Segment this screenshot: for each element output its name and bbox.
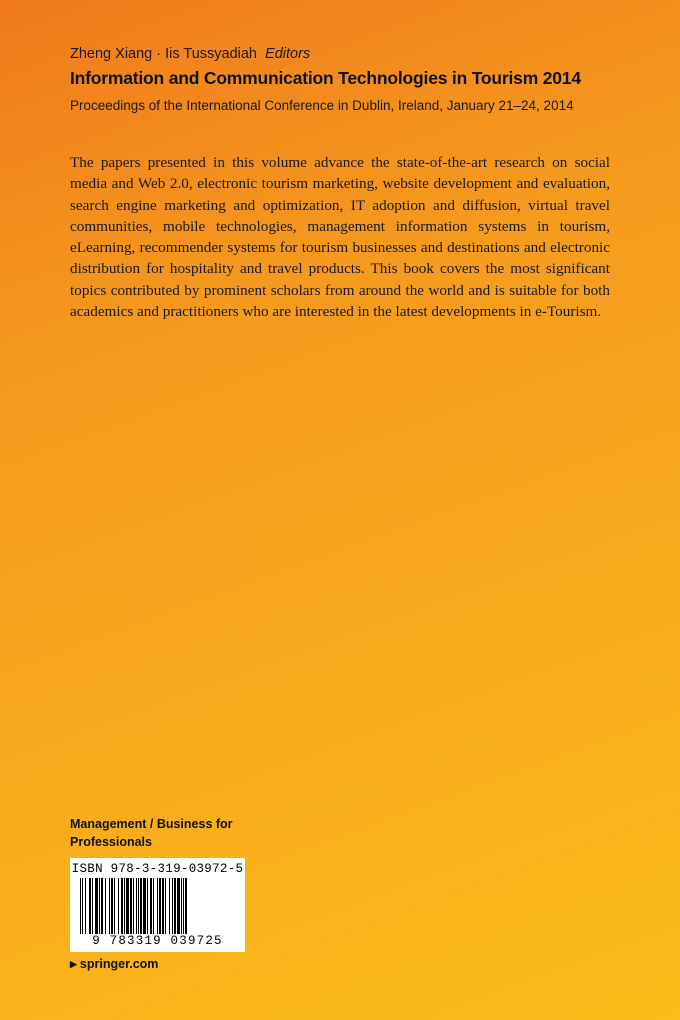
isbn-label: ISBN 978-3-319-03972-5 (71, 862, 244, 876)
barcode-bar (136, 878, 137, 934)
barcode-bar (159, 878, 161, 934)
barcode-bar (150, 878, 152, 934)
barcode-bar (105, 878, 106, 934)
barcode-bar (109, 878, 110, 934)
barcode-bar (126, 878, 129, 934)
barcode-bar (172, 878, 173, 934)
barcode-bar (153, 878, 154, 934)
barcode-bar (181, 878, 182, 934)
barcode-bar (165, 878, 166, 934)
barcode-bar (174, 878, 176, 934)
barcode-bar (89, 878, 91, 934)
barcode-digits: 9 783319 039725 (92, 934, 223, 948)
barcode-bar (95, 878, 98, 934)
barcode-bar (140, 878, 142, 934)
barcode-panel (70, 858, 245, 952)
barcode-bar (92, 878, 93, 934)
barcode-bar (118, 878, 119, 934)
barcode-bar (177, 878, 180, 934)
book-title: Information and Communication Technologies in Tourism 2014 (70, 68, 581, 88)
barcode-bar (82, 878, 83, 934)
barcode-bar (133, 878, 134, 934)
arrow-right-icon: ▶ (70, 959, 77, 969)
editors-line (70, 46, 310, 62)
barcode-bar (85, 878, 86, 934)
book-description: The papers presented in this volume advance the state-of-the-art research on social media and Web 2.0, electronic tourism marketing, website development and evaluation, search engine marketing and optimization, IT adoption and diffusion, virtual travel communities, mobile technologies, management information systems in tourism, eLearning, recommender systems for tourism businesses and destinations and electronic distribution for hospitality and travel products. This book covers the most significant topics contributed by prominent scholars from around the world and is suitable for both academics and practitioners who are interested in the latest developments in e-Tourism. (70, 154, 610, 321)
barcode-icon (78, 878, 237, 934)
barcode-bar (157, 878, 158, 934)
barcode-bar (183, 878, 184, 934)
barcode-bar (111, 878, 113, 934)
barcode-bar (143, 878, 146, 934)
book-subtitle: Proceedings of the International Conference in Dublin, Ireland, January 21–24, 2014 (70, 98, 574, 113)
barcode-bar (185, 878, 187, 934)
barcode-bar (169, 878, 170, 934)
website-label: springer.com (79, 957, 159, 971)
barcode-bar (147, 878, 148, 934)
barcode-bar (130, 878, 132, 934)
barcode-bar (162, 878, 164, 934)
barcode-bar (124, 878, 125, 934)
editor-names: Zheng Xiang · Iis Tussyadiah (70, 46, 257, 62)
barcode-bar (80, 878, 81, 934)
barcode-bar (101, 878, 103, 934)
barcode-bar (138, 878, 139, 934)
editors-role: Editors (265, 46, 311, 62)
barcode-bar (121, 878, 123, 934)
subject-category: Management / Business for Professionals (70, 817, 233, 849)
publisher-website[interactable] (70, 957, 158, 971)
barcode-bar (99, 878, 100, 934)
barcode-bar (114, 878, 115, 934)
